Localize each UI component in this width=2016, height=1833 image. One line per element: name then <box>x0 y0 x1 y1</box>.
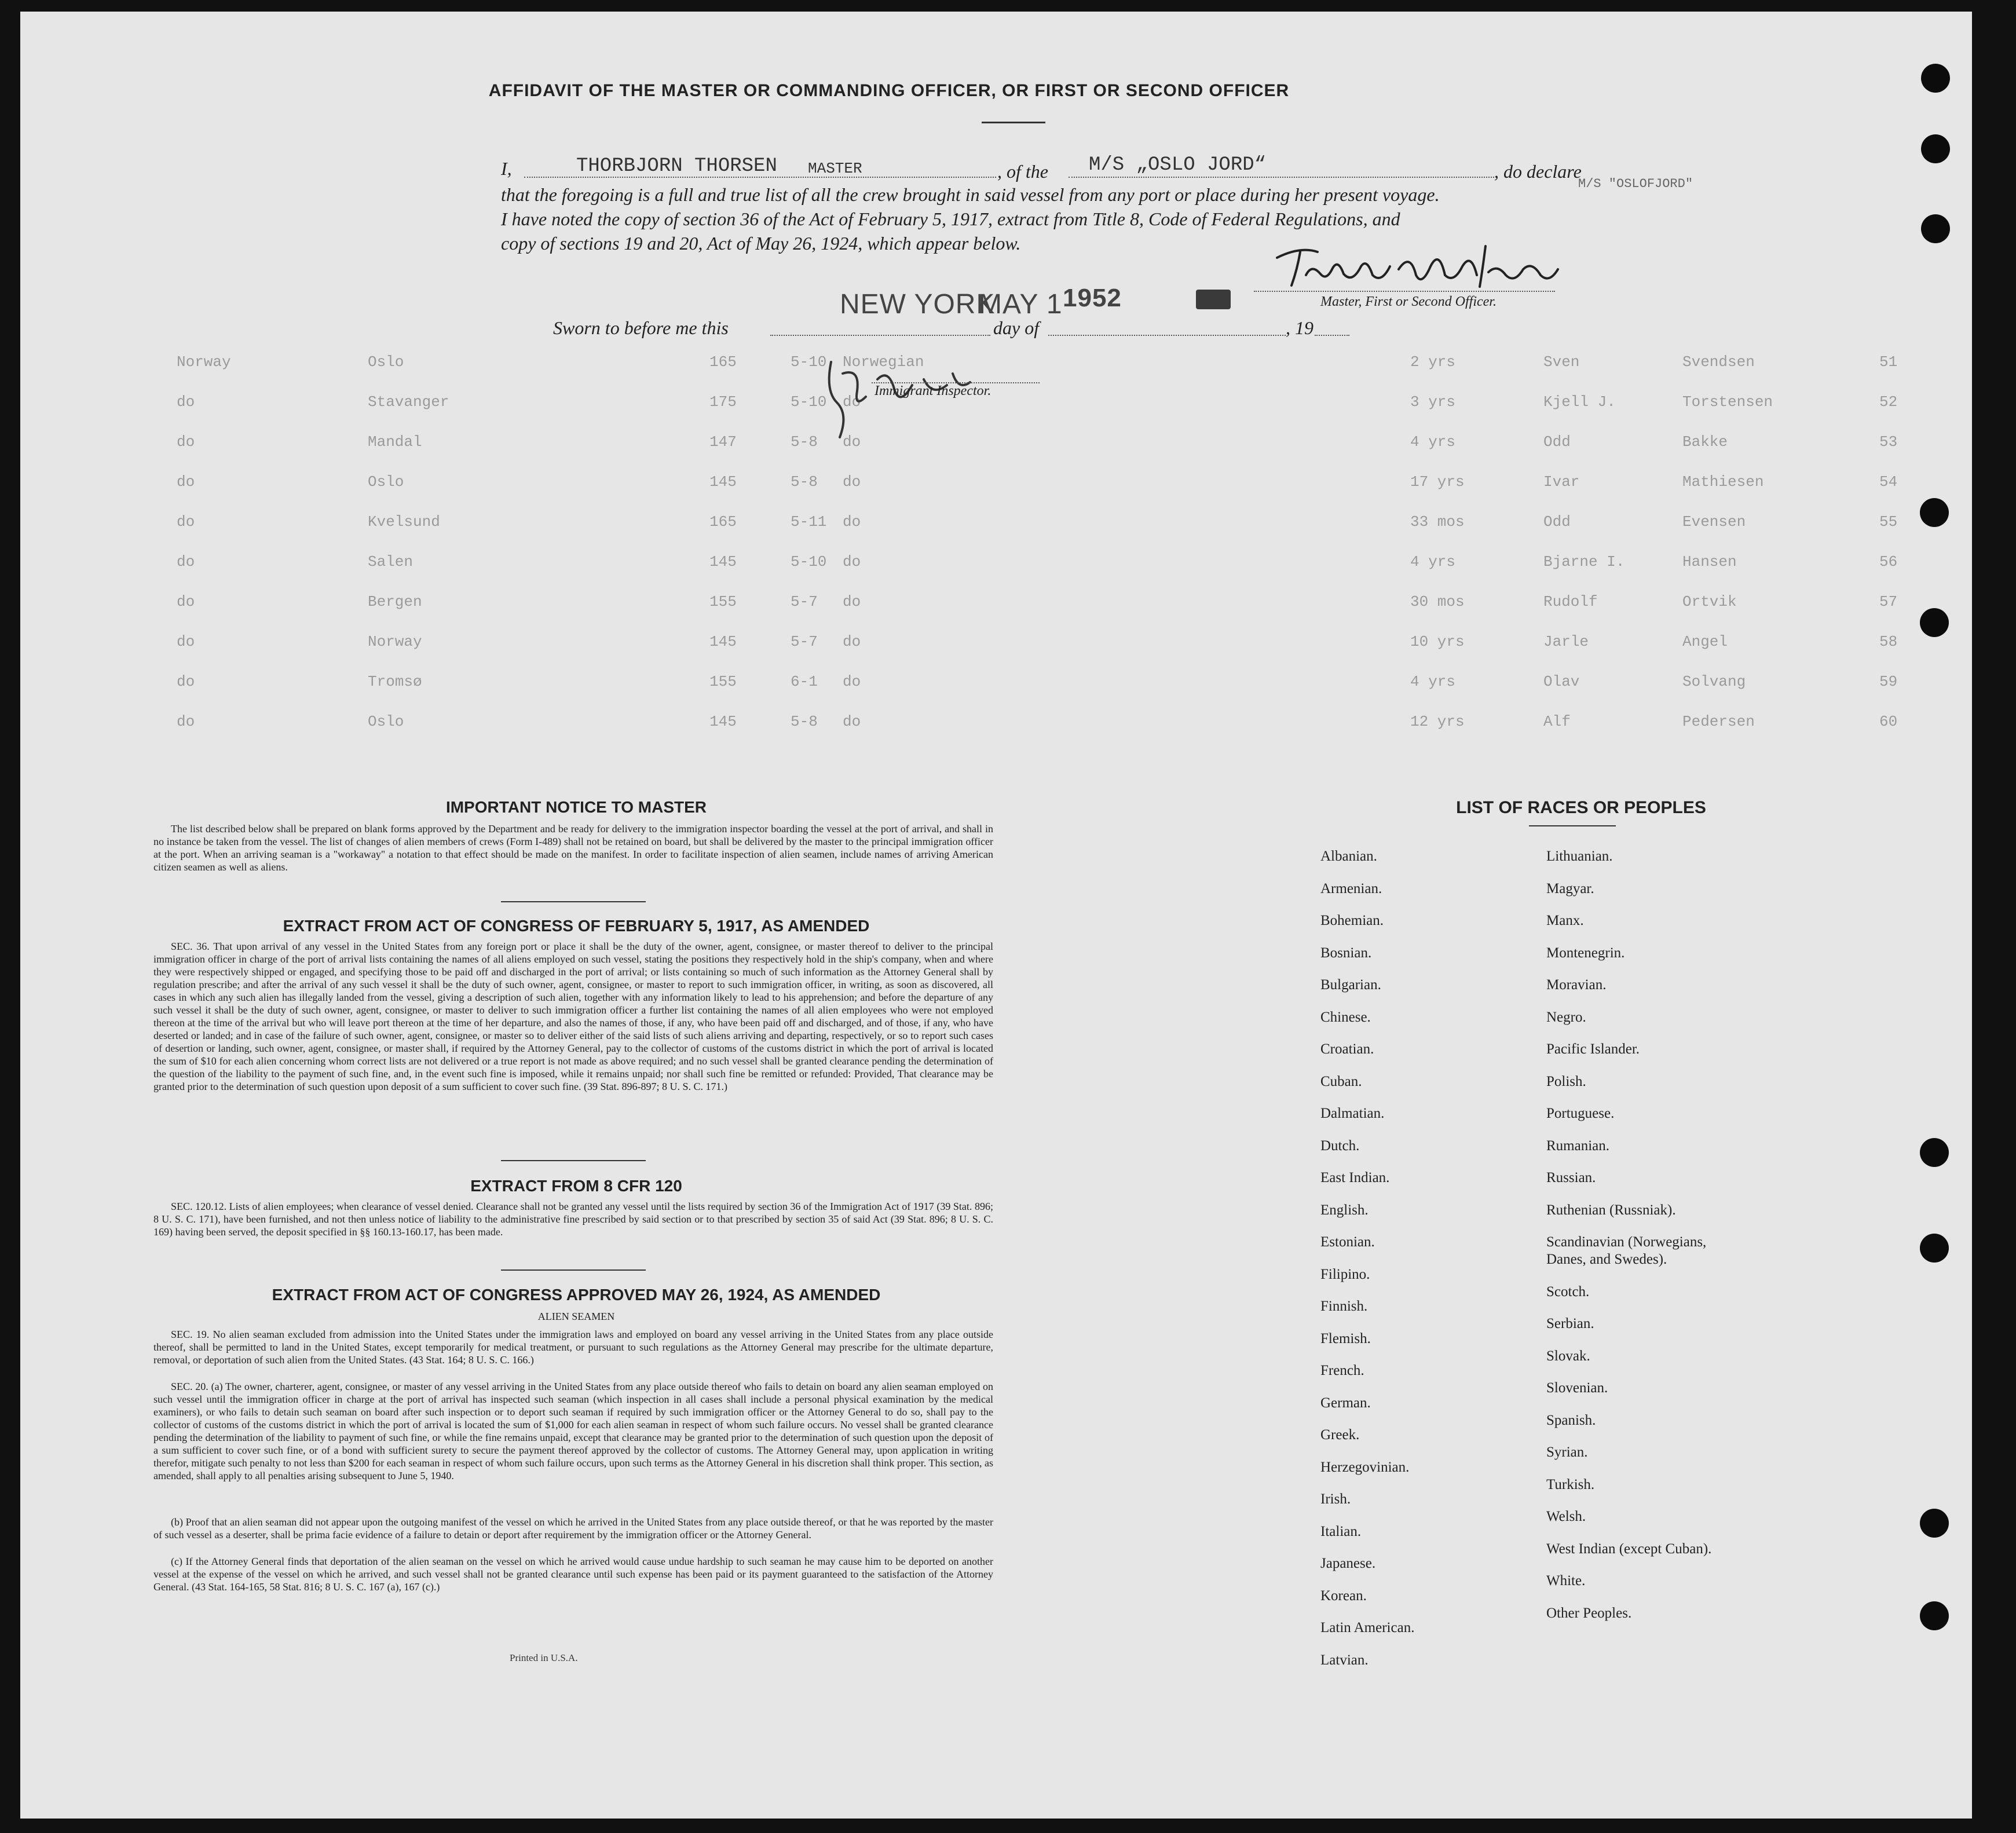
extract-cfr-heading: EXTRACT FROM 8 CFR 120 <box>470 1177 682 1195</box>
bleed-cell-n: 52 <box>1879 393 1898 411</box>
races-rule <box>1529 825 1616 826</box>
bleed-cell-nat: do <box>843 593 861 610</box>
bleed-cell-nat: do <box>843 673 861 690</box>
race-item: Herzegovinian. <box>1320 1459 1410 1475</box>
bleed-cell-nat: do <box>843 473 861 491</box>
race-item: Italian. <box>1320 1523 1362 1539</box>
bleed-cell-nat: do <box>843 553 861 570</box>
bleed-cell-n: 51 <box>1879 353 1898 371</box>
race-item: Armenian. <box>1320 880 1382 897</box>
bleed-cell-wt: 175 <box>709 393 737 411</box>
bleed-cell-ht: 5-8 <box>791 713 818 730</box>
race-item: Spanish. <box>1546 1412 1596 1428</box>
race-item: Bulgarian. <box>1320 977 1381 993</box>
bleed-cell-port: Oslo <box>368 353 404 371</box>
extract-1924-sec20b: (b) Proof that an alien seaman did not appear upon the outgoing manifest of the vessel on which he arrived in the United States from any place outside thereof, or that he was reported by the master of such vessel as a deserter, shall be prima facie evidence of a failure to detain or deport after requirement by the immigration officer or the Attorney General. <box>153 1516 993 1541</box>
bleed-cell-age: 12 yrs <box>1410 713 1465 730</box>
extract-1917-heading: EXTRACT FROM ACT OF CONGRESS OF FEBRUARY 5, 1917, AS AMENDED <box>283 917 870 935</box>
bleed-cell-given: Alf <box>1543 713 1571 730</box>
bleed-cell-surname: Pedersen <box>1682 713 1755 730</box>
bleed-row <box>153 353 1898 376</box>
race-item: Greek. <box>1320 1427 1360 1443</box>
bleed-cell-ht: 5-7 <box>791 593 818 610</box>
extract-1924-sec20a: SEC. 20. (a) The owner, charterer, agent, consignee, or master of any vessel arriving in the United States from any place outside thereof who fails to detain on board any alien seaman employed on such vessel until the immigration officer in charge at the port of arrival has inspected such seaman (which inspection in all cases shall include a personal physical examination by the medical examiners), or who fails to detain such seaman on board after such inspection or to deport such seaman if required by such immigration officer or the Attorney General to do so, shall pay to the collector of customs of the customs district in which the port of arrival is located the sum of $1,000 for each alien seaman in respect of whom such failure occurs. No vessel shall be granted clearance pending the determination of the liability to payment of such fine, or while the fine remains unpaid, except that clearance may be granted prior to the determination of such question upon the deposit of a sum sufficient to cover such fine, or of a bond with sufficient surety to secure the payment thereof approved by the collector of customs. The Attorney General may, upon application in writing therefor, mitigate such penalty to not less than $200 for each seaman in respect of whom such failure occurs, upon such terms as the Attorney General in his discretion shall think proper. This section, as amended, shall apply to all penalties arising subsequent to June 5, 1940. <box>153 1381 993 1481</box>
bleed-cell-given: Sven <box>1543 353 1580 371</box>
race-item: German. <box>1320 1395 1371 1411</box>
bleed-cell-surname: Hansen <box>1682 553 1737 570</box>
master-signature-line <box>1254 291 1555 292</box>
affidavit-line-2: that the foregoing is a full and true list of all the crew brought in said vessel from any port or place during her present voyage. <box>501 184 1440 205</box>
notice-rule <box>501 901 646 902</box>
extract-1924-sec19: SEC. 19. No alien seaman excluded from admission into the United States under the immigration laws and employed on board any vessel arriving in the United States from any place outside thereof, shall be permitted to land in the United States, except temporarily for medical treatment, or pursuant to such regulations as the Attorney General may prescribe for the ultimate departure, removal, or deportation of such alien from the United States. (43 Stat. 164; 8 U. S. C. 166.) <box>153 1329 993 1366</box>
inspector-label: Immigrant Inspector. <box>875 383 991 398</box>
notice-body: The list described below shall be prepared on blank forms approved by the Department and be ready for delivery to the immigration inspector boarding the vessel at the port of arrival, and shall in no instance be taken from the vessel. The list of changes of alien members of crews (Form I-489) shall not be retained on board, but shall be delivered by the master to the principal immigration officer at the port. When an arriving seaman is a "workaway" a notation to that effect should be made on the manifest. In order to facilitate inspection of alien seamen, include names of arriving American citizen seamen as well as aliens. <box>153 823 993 873</box>
bleed-cell-given: Olav <box>1543 673 1580 690</box>
master-signature-label: Master, First or Second Officer. <box>1320 294 1497 309</box>
vessel-field <box>1069 177 1494 178</box>
bleed-cell-home: do <box>177 513 195 530</box>
punch-hole <box>1920 1138 1949 1167</box>
bleed-row <box>153 553 1898 576</box>
bleed-cell-age: 17 yrs <box>1410 473 1465 491</box>
bleed-cell-surname: Torstensen <box>1682 393 1773 411</box>
document-page <box>20 12 1972 1819</box>
bleed-cell-nat: do <box>843 713 861 730</box>
race-item: Syrian. <box>1546 1444 1588 1460</box>
inspector-signature <box>808 350 982 449</box>
vessel-name: M/S „OSLO JORD“ <box>1089 154 1267 176</box>
declare-label: , do declare <box>1494 161 1582 182</box>
bleed-cell-n: 60 <box>1879 713 1898 730</box>
race-item: Lithuanian. <box>1546 848 1613 864</box>
bleed-cell-wt: 147 <box>709 433 737 451</box>
punch-hole <box>1921 214 1950 243</box>
of-the-label: , of the <box>997 161 1048 182</box>
bleed-cell-home: do <box>177 553 195 570</box>
year-label: , 19 <box>1286 317 1313 338</box>
race-item: Manx. <box>1546 913 1584 928</box>
race-item: Finnish. <box>1320 1298 1368 1314</box>
punch-hole <box>1920 1234 1949 1263</box>
race-item: Welsh. <box>1546 1509 1586 1524</box>
extract-cfr-body: SEC. 120.12. Lists of alien employees; when clearance of vessel denied. Clearance shall not be granted any vessel until the lists required by section 36 of the Immigration Act of 1917 (39 Stat. 896; 8 U. S. C. 171), have been furnished, and not then unless notice of liability to the administrative fine prescribed by said section or to that prescribed by section 35 of said Act (39 Stat. 896; 8 U. S. C. 169) having been served, the deposit specified in §§ 160.13-160.17, has been made. <box>153 1201 993 1238</box>
day-of-label: day of <box>993 317 1040 338</box>
bleed-cell-given: Bjarne I. <box>1543 553 1625 570</box>
race-item: Russian. <box>1546 1170 1596 1186</box>
race-item: Danes, and Swedes). <box>1546 1252 1667 1267</box>
bleed-cell-nat: do <box>843 433 861 451</box>
punch-hole <box>1920 608 1949 637</box>
bleed-cell-age: 3 yrs <box>1410 393 1456 411</box>
bleed-cell-age: 10 yrs <box>1410 633 1465 650</box>
bleed-cell-age: 30 mos <box>1410 593 1465 610</box>
race-item: Serbian. <box>1546 1316 1594 1331</box>
bleed-cell-home: do <box>177 713 195 730</box>
race-item: Negro. <box>1546 1009 1586 1025</box>
race-item: English. <box>1320 1202 1369 1218</box>
races-heading: LIST OF RACES OR PEOPLES <box>1456 798 1706 817</box>
bleed-row <box>153 633 1898 656</box>
bleed-cell-port: Norway <box>368 633 422 650</box>
date-stamp-date: MAY 1 <box>979 289 1063 320</box>
race-item: Chinese. <box>1320 1009 1371 1025</box>
bleed-cell-surname: Mathiesen <box>1682 473 1764 491</box>
bleed-cell-n: 54 <box>1879 473 1898 491</box>
bleed-cell-wt: 155 <box>709 673 737 690</box>
master-name: THORBJORN THORSEN <box>576 155 777 177</box>
bleed-cell-ht: 5-10 <box>791 553 827 570</box>
bleed-cell-surname: Svendsen <box>1682 353 1755 371</box>
affidavit-title: AFFIDAVIT OF THE MASTER OR COMMANDING OFFICER, OR FIRST OR SECOND OFFICER <box>488 81 1290 100</box>
race-item: West Indian (except Cuban). <box>1546 1541 1712 1557</box>
race-item: Pacific Islander. <box>1546 1041 1640 1057</box>
bleed-cell-n: 58 <box>1879 633 1898 650</box>
bleed-cell-port: Oslo <box>368 713 404 730</box>
race-item: Scandinavian (Norwegians, <box>1546 1234 1707 1250</box>
margin-vessel-mark: M/S "OSLOFJORD" <box>1578 177 1693 191</box>
bleed-cell-ht: 5-8 <box>791 433 818 451</box>
bleed-cell-given: Odd <box>1543 433 1571 451</box>
bleed-cell-home: do <box>177 593 195 610</box>
bleed-cell-home: do <box>177 433 195 451</box>
race-item: Dalmatian. <box>1320 1106 1385 1121</box>
race-item: Polish. <box>1546 1073 1586 1089</box>
race-item: Portuguese. <box>1546 1106 1615 1121</box>
bleed-cell-port: Bergen <box>368 593 422 610</box>
race-item: Bohemian. <box>1320 913 1384 928</box>
bleed-cell-n: 59 <box>1879 673 1898 690</box>
bleed-cell-home: do <box>177 633 195 650</box>
bleed-cell-wt: 145 <box>709 713 737 730</box>
bleed-cell-wt: 165 <box>709 513 737 530</box>
sworn-year-field <box>1315 335 1349 336</box>
bleed-row <box>153 513 1898 536</box>
bleed-cell-home: Norway <box>177 353 231 371</box>
race-item: Bosnian. <box>1320 945 1372 961</box>
master-signature <box>1265 235 1567 298</box>
race-item: Ruthenian (Russniak). <box>1546 1202 1676 1218</box>
race-item: Slovak. <box>1546 1348 1590 1364</box>
bleed-cell-ht: 5-11 <box>791 513 827 530</box>
punch-hole <box>1920 1601 1949 1630</box>
bleed-cell-home: do <box>177 673 195 690</box>
bleed-cell-home: do <box>177 393 195 411</box>
race-item: Scotch. <box>1546 1283 1590 1300</box>
race-item: Cuban. <box>1320 1073 1362 1089</box>
sworn-day-field <box>770 335 990 336</box>
bleed-cell-n: 56 <box>1879 553 1898 570</box>
bleed-cell-ht: 6-1 <box>791 673 818 690</box>
bleed-cell-given: Odd <box>1543 513 1571 530</box>
bleed-row <box>153 673 1898 696</box>
bleed-cell-surname: Bakke <box>1682 433 1728 451</box>
bleed-cell-given: Jarle <box>1543 633 1589 650</box>
race-item: Irish. <box>1320 1491 1351 1507</box>
bleed-cell-nat: Norwegian <box>843 353 924 371</box>
date-stamp-place: NEW YORK <box>840 289 996 320</box>
race-item: Rumanian. <box>1546 1137 1610 1154</box>
race-item: White. <box>1546 1573 1586 1589</box>
bleed-cell-nat: do <box>843 633 861 650</box>
affidavit-prefix: I, <box>501 158 512 179</box>
extract-cfr-rule <box>501 1269 646 1271</box>
bleed-cell-surname: Evensen <box>1682 513 1746 530</box>
bleed-cell-wt: 145 <box>709 633 737 650</box>
bleed-cell-wt: 145 <box>709 473 737 491</box>
bleed-cell-surname: Angel <box>1682 633 1728 650</box>
bleed-cell-wt: 165 <box>709 353 737 371</box>
bleed-cell-age: 4 yrs <box>1410 673 1456 690</box>
bleed-cell-ht: 5-10 <box>791 393 827 411</box>
bleed-cell-ht: 5-7 <box>791 633 818 650</box>
bleed-row <box>153 593 1898 616</box>
printed-in-usa: Printed in U.S.A. <box>510 1652 578 1663</box>
sworn-month-field <box>1048 335 1286 336</box>
bleed-cell-n: 55 <box>1879 513 1898 530</box>
punch-hole <box>1920 1509 1949 1538</box>
race-item: Japanese. <box>1320 1556 1376 1571</box>
race-item: Other Peoples. <box>1546 1605 1632 1621</box>
bleed-cell-age: 33 mos <box>1410 513 1465 530</box>
race-item: Croatian. <box>1320 1041 1374 1057</box>
extract-1917-body: SEC. 36. That upon arrival of any vessel in the United States from any foreign port or place it shall be the duty of the owner, agent, consignee, or master thereof to deliver to the principal immigration officer in charge of the port of arrival lists containing the names of all aliens employed on such vessel, stating the positions they respectively hold in the ship's company, when and where they were respectively shipped or engaged, and specifying those to be paid off and discharged in the port of arrival; or lists containing so much of such information as the Attorney General shall by regulation prescribe; and after the arrival of any such vessel it shall be the duty of such owner, agent, consignee, or master to report to such immigration officer, in writing, as soon as discovered, all cases in which any such alien has illegally landed from the vessel, giving a description of such alien, together with any information likely to lead to his apprehension; and before the departure of any such vessel it shall be the duty of such owner, agent, consignee, or master to deliver to such immigration officer a further list containing the names of all alien employees who were not employed thereon at the time of the arrival but who will leave port thereon at the time of her departure, and also the names of those, if any, who have been paid off and discharged, and of those, if any, who have deserted or landed; and in case of the failure of such owner, agent, consignee, or master so to deliver either of the said lists of such aliens arriving and departing, respectively, or so to report such cases of desertion or landing, such owner, agent, consignee, or master shall, if required by the Attorney General, pay to the collector of customs of the customs district in which the port of arrival is located the sum of $10 for each alien concerning whom correct lists are not delivered or a true report is not made as above required; and no such vessel shall be granted clearance pending the determination of the question of the liability to the payment of such fine, and, in the event such fine is imposed, while it remains unpaid; nor shall such fine be remitted or refunded: Provided, That clearance may be granted prior to the determination of such question upon deposit of a sum sufficient to cover such fine. (39 Stat. 896-897; 8 U. S. C. 171.) <box>153 941 993 1092</box>
race-item: Estonian. <box>1320 1234 1375 1250</box>
bleed-cell-age: 4 yrs <box>1410 433 1456 451</box>
bleed-cell-port: Kvelsund <box>368 513 440 530</box>
bleed-cell-wt: 155 <box>709 593 737 610</box>
race-item: French. <box>1320 1363 1364 1378</box>
master-rank: MASTER <box>808 160 862 177</box>
race-item: Flemish. <box>1320 1330 1371 1347</box>
race-item: Dutch. <box>1320 1137 1360 1154</box>
race-item: East Indian. <box>1320 1170 1390 1186</box>
bleed-cell-age: 2 yrs <box>1410 353 1456 371</box>
race-item: Slovenian. <box>1546 1380 1608 1396</box>
affidavit-line-3: I have noted the copy of section 36 of the Act of February 5, 1917, extract from Title 8, Code of Federal Regulations, and <box>501 208 1400 229</box>
bleed-cell-given: Ivar <box>1543 473 1580 491</box>
notice-heading: IMPORTANT NOTICE TO MASTER <box>445 798 707 816</box>
race-item: Latvian. <box>1320 1652 1369 1668</box>
bleed-cell-ht: 5-10 <box>791 353 827 371</box>
extract-1924-subheading: ALIEN SEAMEN <box>537 1311 615 1322</box>
race-item: Turkish. <box>1546 1476 1595 1492</box>
bleed-cell-given: Kjell J. <box>1543 393 1616 411</box>
bleed-row <box>153 473 1898 496</box>
bleed-cell-surname: Solvang <box>1682 673 1746 690</box>
title-rule <box>982 122 1045 123</box>
affidavit-line-4: copy of sections 19 and 20, Act of May 26, 1924, which appear below. <box>501 233 1021 254</box>
extract-1917-rule <box>501 1160 646 1161</box>
bleed-row <box>153 433 1898 456</box>
bleed-cell-port: Mandal <box>368 433 422 451</box>
punch-hole <box>1920 498 1949 527</box>
race-item: Montenegrin. <box>1546 945 1625 961</box>
extract-1924-sec20c: (c) If the Attorney General finds that deportation of the alien seaman on the vessel on which he arrived would cause undue hardship to such seaman he may cause him to be deported on another vessel at the expense of the vessel on which he arrived, and such vessel shall not be granted clearance until such expense has been paid or its payment guaranteed to the satisfaction of the Attorney General. (43 Stat. 164-165, 58 Stat. 816; 8 U. S. C. 167 (a), 167 (c).) <box>153 1556 993 1593</box>
bleed-cell-port: Tromsø <box>368 673 422 690</box>
bleed-cell-wt: 145 <box>709 553 737 570</box>
punch-hole <box>1921 134 1950 163</box>
bleed-cell-nat: do <box>843 513 861 530</box>
bleed-cell-port: Oslo <box>368 473 404 491</box>
bleed-cell-age: 4 yrs <box>1410 553 1456 570</box>
race-item: Korean. <box>1320 1587 1367 1604</box>
stamp-smudge <box>1196 290 1231 309</box>
date-stamp-year: 1952 <box>1063 284 1122 312</box>
race-item: Magyar. <box>1546 880 1594 897</box>
race-item: Filipino. <box>1320 1266 1370 1282</box>
race-item: Albanian. <box>1320 848 1377 864</box>
bleed-cell-given: Rudolf <box>1543 593 1598 610</box>
bleed-cell-surname: Ortvik <box>1682 593 1737 610</box>
bleed-row <box>153 713 1898 736</box>
extract-1924-heading: EXTRACT FROM ACT OF CONGRESS APPROVED MAY 26, 1924, AS AMENDED <box>272 1286 881 1304</box>
bleed-cell-home: do <box>177 473 195 491</box>
punch-hole <box>1921 64 1950 93</box>
sworn-label: Sworn to before me this <box>553 317 729 338</box>
race-item: Latin American. <box>1320 1620 1415 1636</box>
bleed-cell-n: 53 <box>1879 433 1898 451</box>
bleed-cell-nat: do <box>843 393 861 411</box>
race-item: Moravian. <box>1546 977 1607 993</box>
bleed-cell-n: 57 <box>1879 593 1898 610</box>
bleed-cell-ht: 5-8 <box>791 473 818 491</box>
bleed-cell-port: Stavanger <box>368 393 449 411</box>
bleed-cell-port: Salen <box>368 553 414 570</box>
